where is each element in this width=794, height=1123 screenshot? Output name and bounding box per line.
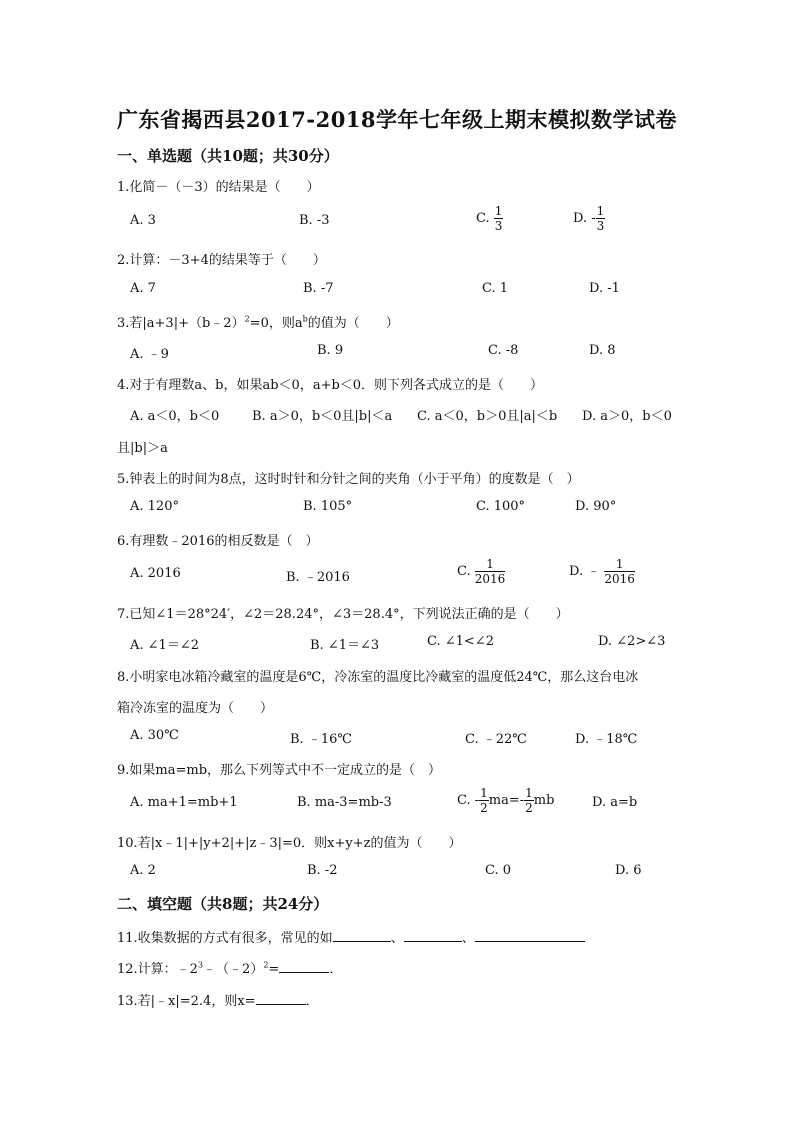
fraction: $\frac{1}{3}$ xyxy=(596,204,605,233)
question-7-option-d: D. ∠2>∠3 xyxy=(598,634,666,649)
answer-blank[interactable] xyxy=(256,992,306,1005)
question-8-option-b: B. ﹣16℃ xyxy=(290,732,352,747)
question-3-option-a: A. ﹣9 xyxy=(130,347,169,362)
question-2-option-b: B. -7 xyxy=(303,281,334,296)
fraction: $\frac{1}{3}$ xyxy=(494,204,503,233)
question-9-option-c: C. - $\frac{1}{2}$ ma=- $\frac{1}{2}$ mb xyxy=(457,786,555,815)
question-1-option-c: C. $\frac{1}{3}$ xyxy=(476,204,503,233)
question-2-option-d: D. -1 xyxy=(589,281,620,296)
fraction: $\frac{1}{2016}$ xyxy=(604,557,635,586)
question-10-option-b: B. -2 xyxy=(307,863,338,878)
question-7-option-c: C. ∠1<∠2 xyxy=(427,634,494,649)
question-1-stem: 1.化简－（－3）的结果是（ ） xyxy=(117,180,320,195)
question-12: 12.计算：$﹣2^3﹣(﹣2)^2=$ ． xyxy=(117,960,343,977)
question-5-stem: 5.钟表上的时间为8点，这时时针和分针之间的夹角（小于平角）的度数是（ ） xyxy=(117,472,580,487)
question-6-option-c: C. $\frac{1}{2016}$ xyxy=(457,557,506,586)
section-heading-single-choice: 一、单选题（共10题；共30分） xyxy=(117,147,339,165)
question-4-stem: 4.对于有理数a、b，如果ab＜0，a+b＜0．则下列各式成立的是（ ） xyxy=(117,378,544,393)
section-heading-fill-blank: 二、填空题（共8题；共24分） xyxy=(117,895,329,913)
question-13: 13.若|﹣x|=2.4，则x= ． xyxy=(117,994,319,1009)
question-6-option-d: D. ﹣ $\frac{1}{2016}$ xyxy=(569,557,635,586)
question-7-option-b: B. ∠1＝∠3 xyxy=(310,638,380,653)
page-title: 广东省揭西县2017-2018学年七年级上期末模拟数学试卷 xyxy=(116,107,678,132)
question-6-option-a: A. 2016 xyxy=(130,566,181,581)
question-8-option-c: C. ﹣22℃ xyxy=(465,732,527,747)
question-4-option-c: C. a＜0，b＞0且|a|＜b xyxy=(417,409,558,424)
question-4-option-d-continued: 且|b|＞a xyxy=(117,441,168,456)
question-10-option-a: A. 2 xyxy=(130,863,156,878)
answer-blank[interactable] xyxy=(475,929,585,942)
question-9-option-b: B. ma-3=mb-3 xyxy=(297,795,392,810)
answer-blank[interactable] xyxy=(404,929,462,942)
question-5-option-b: B. 105° xyxy=(303,499,353,514)
answer-blank[interactable] xyxy=(333,929,391,942)
question-5-option-a: A. 120° xyxy=(130,499,179,514)
question-8-option-a: A. 30℃ xyxy=(130,728,179,743)
question-9-option-d: D. a=b xyxy=(592,795,638,810)
question-8-stem: 8.小明家电冰箱冷藏室的温度是6℃，冷冻室的温度比冷藏室的温度低24℃，那么这台电冰 xyxy=(117,670,639,685)
question-10-stem: 10.若|x﹣1|+|y+2|+|z﹣3|=0．则x+y+z的值为（ ） xyxy=(117,836,462,851)
question-1-option-a: A. 3 xyxy=(130,213,156,228)
question-9-stem: 9.如果ma=mb，那么下列等式中不一定成立的是（ ） xyxy=(117,763,442,778)
question-4-option-a: A. a＜0，b＜0 xyxy=(130,409,220,424)
answer-blank[interactable] xyxy=(279,960,329,973)
question-4-option-b: B. a＞0，b＜0且|b|＜a xyxy=(252,409,393,424)
question-6-option-b: B. ﹣2016 xyxy=(286,570,350,585)
question-3-option-d: D. 8 xyxy=(589,343,616,358)
question-8-stem-continued: 箱冷冻室的温度为（ ） xyxy=(117,701,274,716)
question-1-option-d: D. - $\frac{1}{3}$ xyxy=(573,204,605,233)
fraction: $\frac{1}{2}$ xyxy=(480,786,488,815)
question-6-stem: 6.有理数﹣2016的相反数是（ ） xyxy=(117,534,319,549)
question-2-option-c: C. 1 xyxy=(482,281,509,296)
question-11: 11.收集数据的方式有很多，常见的如 、 、 xyxy=(117,927,585,946)
question-5-option-d: D. 90° xyxy=(575,499,617,514)
question-2-stem: 2.计算：－3+4的结果等于（ ） xyxy=(117,253,326,268)
question-4-option-d: D. a＞0，b＜0 xyxy=(582,409,672,424)
question-3-option-c: C. -8 xyxy=(488,343,519,358)
question-3-option-b: B. 9 xyxy=(317,343,344,358)
question-10-option-c: C. 0 xyxy=(485,863,512,878)
question-8-option-d: D. ﹣18℃ xyxy=(575,732,638,747)
question-3-stem: 3.若|a+3|+（b﹣2）$^2$=0，则$a^b$的值为（ ） xyxy=(117,314,399,331)
question-10-option-d: D. 6 xyxy=(615,863,642,878)
fraction: $\frac{1}{2}$ xyxy=(525,786,533,815)
question-5-option-c: C. 100° xyxy=(476,499,526,514)
question-7-option-a: A. ∠1＝∠2 xyxy=(130,638,199,653)
fraction: $\frac{1}{2016}$ xyxy=(474,557,506,586)
question-9-option-a: A. ma+1=mb+1 xyxy=(130,795,238,810)
question-7-stem: 7.已知∠1＝28°24′，∠2＝28.24°，∠3＝28.4°，下列说法正确的是（ ） xyxy=(117,607,569,622)
question-1-option-b: B. -3 xyxy=(299,213,330,228)
question-2-option-a: A. 7 xyxy=(130,281,156,296)
